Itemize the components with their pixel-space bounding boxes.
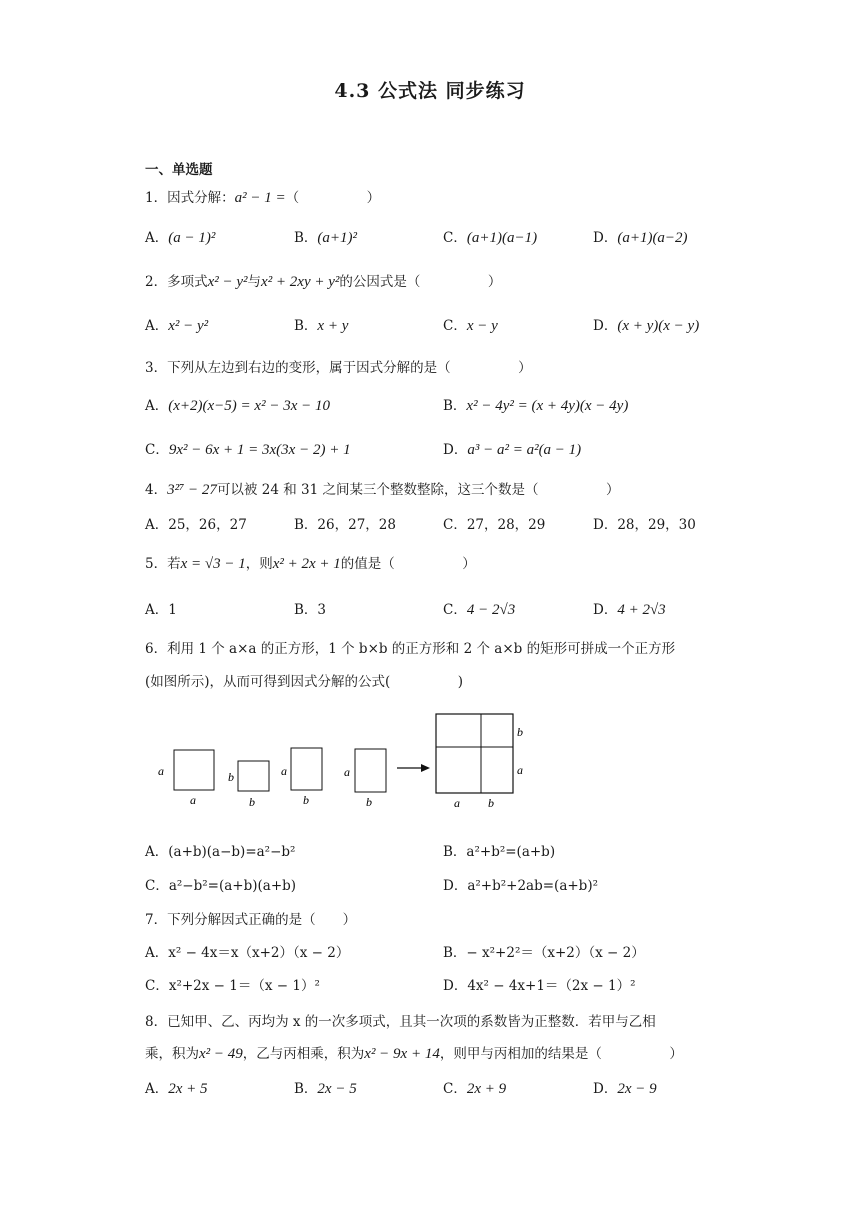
q1-option-a[interactable]: A．(a − 1)² xyxy=(145,230,216,246)
q3-option-b[interactable]: B．x² − 4y² = (x + 4y)(x − 4y) xyxy=(443,398,629,414)
question-8-stem-line-1: 8．已知甲、乙、丙均为 x 的一次多项式，且其一次项的系数皆为正整数．若甲与乙相 xyxy=(145,1014,656,1030)
q7-option-d[interactable]: D．4x² − 4x+1＝（2x − 1）² xyxy=(443,978,636,994)
q3-option-d[interactable]: D．a³ − a² = a²(a − 1) xyxy=(443,442,582,458)
label-b: b xyxy=(366,795,372,809)
label-a: a xyxy=(281,764,287,778)
q8-option-a[interactable]: A．2x + 5 xyxy=(145,1081,208,1097)
q2-option-a[interactable]: A．x² − y² xyxy=(145,318,209,334)
q4-option-a[interactable]: A．25，26，27 xyxy=(145,517,247,533)
label-a: a xyxy=(454,796,460,810)
q6-option-c[interactable]: C．a²−b²=(a+b)(a+b) xyxy=(145,878,297,894)
rectangle-a-by-b xyxy=(291,748,322,790)
q3-option-c[interactable]: C．9x² − 6x + 1 = 3x(3x − 2) + 1 xyxy=(145,442,351,458)
question-5-stem: 5．若x = √3 − 1，则x² + 2x + 1的值是（ ） xyxy=(145,556,476,572)
question-3-stem: 3．下列从左边到右边的变形，属于因式分解的是（ ） xyxy=(145,360,532,376)
q2-option-c[interactable]: C．x − y xyxy=(443,318,498,334)
q4-option-b[interactable]: B．26，27，28 xyxy=(294,517,396,533)
question-6-stem-line-2: (如图所示)，从而可得到因式分解的公式( ) xyxy=(145,674,464,690)
q1-option-c[interactable]: C．(a+1)(a−1) xyxy=(443,230,538,246)
label-a: a xyxy=(158,764,164,778)
rectangle-a-by-b xyxy=(355,749,386,792)
composite-square xyxy=(436,714,513,793)
q2-option-b[interactable]: B．x + y xyxy=(294,318,349,334)
question-1-stem: 1．因式分解：a² − 1 =（ ） xyxy=(145,190,381,206)
square-b-by-b xyxy=(238,761,269,791)
question-7-stem: 7．下列分解因式正确的是（ ） xyxy=(145,912,357,928)
q8-option-c[interactable]: C．2x + 9 xyxy=(443,1081,507,1097)
q5-option-c[interactable]: C．4 − 2√3 xyxy=(443,602,516,618)
label-a: a xyxy=(517,763,523,777)
arrow-head-icon xyxy=(421,764,430,772)
q4-option-d[interactable]: D．28，29，30 xyxy=(593,517,696,533)
q1-option-b[interactable]: B．(a+1)² xyxy=(294,230,358,246)
q6-option-a[interactable]: A．(a+b)(a−b)=a²−b² xyxy=(145,844,296,860)
label-b: b xyxy=(517,725,523,739)
q5-option-b[interactable]: B．3 xyxy=(294,602,327,618)
square-composition-figure xyxy=(150,708,540,813)
q2-option-d[interactable]: D．(x + y)(x − y) xyxy=(593,318,700,334)
q6-option-b[interactable]: B．a²+b²=(a+b) xyxy=(443,844,556,860)
q5-option-d[interactable]: D．4 + 2√3 xyxy=(593,602,666,618)
question-4-stem: 4．3²⁷ − 27可以被 24 和 31 之间某三个整数整除，这三个数是（ ） xyxy=(145,482,620,498)
q4-option-c[interactable]: C．27，28，29 xyxy=(443,517,546,533)
q8-option-d[interactable]: D．2x − 9 xyxy=(593,1081,657,1097)
page-title: 4.3 公式法 同步练习 xyxy=(334,80,526,102)
q7-option-a[interactable]: A．x² − 4x＝x（x+2）（x − 2） xyxy=(145,945,350,961)
label-b: b xyxy=(303,793,309,807)
square-a-by-a xyxy=(174,750,214,790)
q1-option-d[interactable]: D．(a+1)(a−2) xyxy=(593,230,688,246)
label-b: b xyxy=(488,796,494,810)
q5-option-a[interactable]: A．1 xyxy=(145,602,177,618)
question-6-stem-line-1: 6．利用 1 个 a×a 的正方形，1 个 b×b 的正方形和 2 个 a×b 的矩形可拼成一个正方形 xyxy=(145,641,676,657)
q7-option-c[interactable]: C．x²+2x − 1＝（x − 1）² xyxy=(145,978,320,994)
q3-option-a[interactable]: A．(x+2)(x−5) = x² − 3x − 10 xyxy=(145,398,330,414)
q8-option-b[interactable]: B．2x − 5 xyxy=(294,1081,357,1097)
section-heading: 一、单选题 xyxy=(145,162,213,178)
question-8-stem-line-2: 乘，积为x² − 49，乙与丙相乘，积为x² − 9x + 14，则甲与丙相加的结果是（ ） xyxy=(145,1046,683,1062)
label-b: b xyxy=(249,795,255,809)
q7-option-b[interactable]: B．− x²+2²＝（x+2）（x − 2） xyxy=(443,945,645,961)
label-a: a xyxy=(344,765,350,779)
q6-option-d[interactable]: D．a²+b²+2ab=(a+b)² xyxy=(443,878,598,894)
label-a: a xyxy=(190,793,196,807)
question-2-stem: 2．多项式x² − y²与x² + 2xy + y²的公因式是（ ） xyxy=(145,274,502,290)
label-b: b xyxy=(228,770,234,784)
